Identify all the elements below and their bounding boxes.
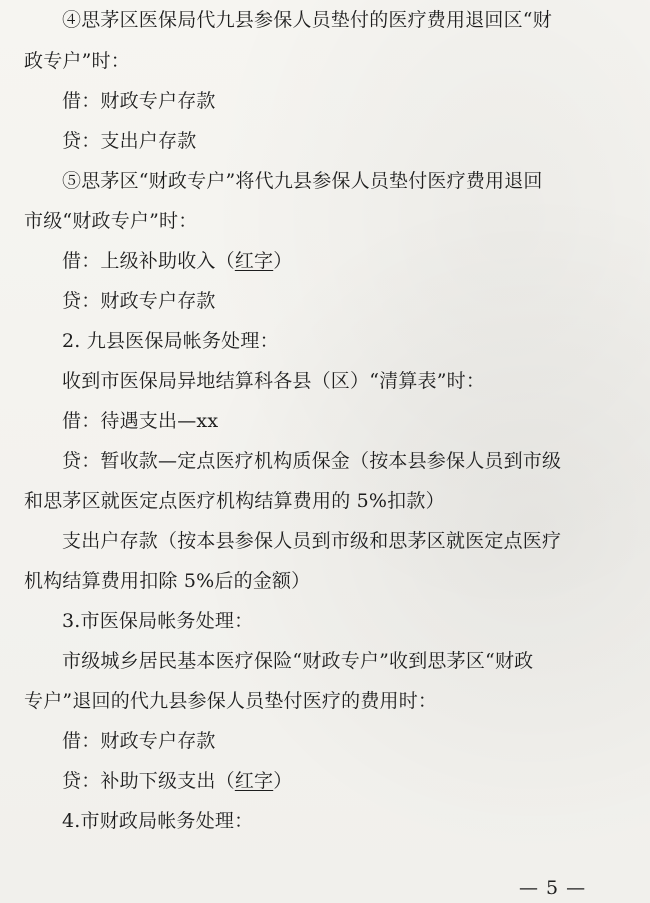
debit-entry-4: 借：财政专户存款	[62, 730, 216, 752]
credit-entry-1: 贷：支出户存款	[62, 130, 197, 152]
page-number: — 5 —	[519, 877, 587, 899]
credit-entry-2: 贷：财政专户存款	[62, 290, 216, 312]
credit-entry-4-line-2: 机构结算费用扣除 5%后的金额）	[24, 570, 311, 592]
paragraph-4-line-1: ④思茅区医保局代九县参保人员垫付的医疗费用退回区“财	[62, 9, 552, 31]
credit-entry-5	[62, 769, 292, 793]
section-2-intro: 收到市医保局异地结算科各县（区）“清算表”时：	[62, 370, 486, 392]
red-ink-note-2: 红字	[234, 770, 274, 792]
paragraph-4-line-2: 政专户”时：	[24, 50, 130, 72]
credit-entry-4-line-1: 支出户存款（按本县参保人员到市级和思茅区就医定点医疗	[62, 530, 562, 552]
section-3-intro-line-1: 市级城乡居民基本医疗保险“财政专户”收到思茅区“财政	[62, 650, 534, 672]
credit-entry-3-line-2: 和思茅区就医定点医疗机构结算费用的 5%扣款）	[24, 490, 445, 512]
debit-entry-3: 借：待遇支出—xx	[62, 410, 219, 432]
debit-entry-2	[62, 249, 292, 273]
section-3-heading: 3.市医保局帐务处理：	[62, 610, 254, 632]
red-ink-note: 红字	[234, 250, 274, 272]
debit-entry-1: 借：财政专户存款	[62, 90, 216, 112]
paragraph-5-line-2: 市级“财政专户”时：	[24, 210, 198, 232]
section-4-heading: 4.市财政局帐务处理：	[62, 810, 254, 832]
section-3-intro-line-2: 专户”退回的代九县参保人员垫付医疗的费用时：	[24, 690, 438, 712]
credit-entry-5-text: 贷：补助下级支出（	[62, 770, 235, 792]
closing-paren: ）	[273, 250, 293, 272]
section-2-heading: 2. 九县医保局帐务处理：	[62, 330, 279, 352]
paragraph-5-line-1: ⑤思茅区“财政专户”将代九县参保人员垫付医疗费用退回	[62, 170, 543, 192]
debit-entry-2-text: 借：上级补助收入（	[62, 250, 235, 272]
credit-entry-3-line-1: 贷：暂收款—定点医疗机构质保金（按本县参保人员到市级	[62, 450, 562, 472]
closing-paren-2: ）	[273, 770, 293, 792]
